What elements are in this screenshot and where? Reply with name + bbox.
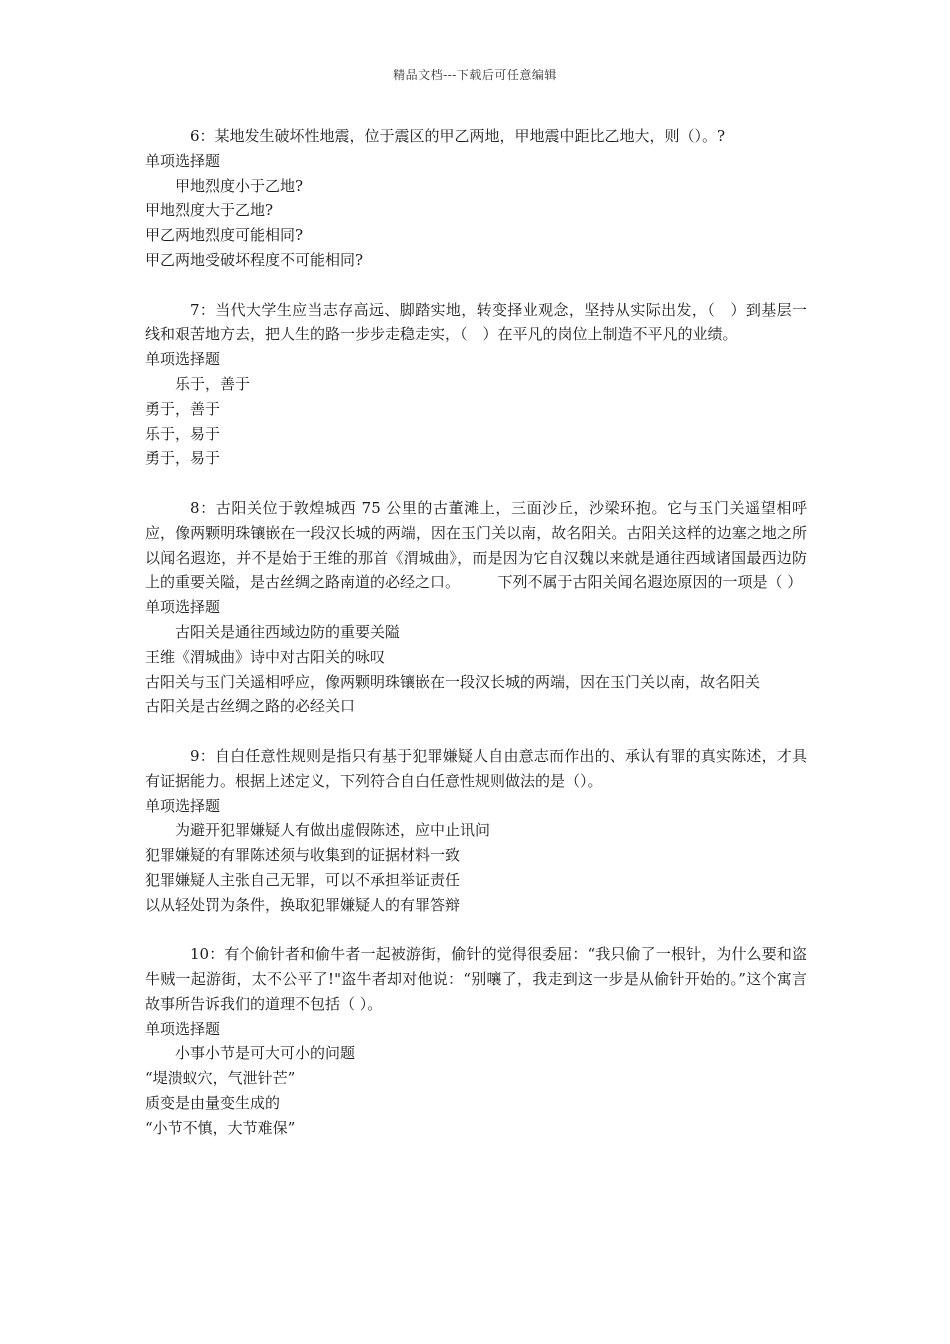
option-b: 犯罪嫌疑的有罪陈述须与收集到的证据材料一致 xyxy=(145,846,461,865)
question-stem: 10：有个偷针者和偷牛者一起被游街，偷针的觉得很委屈：“我只偷了一根针，为什么要和盗牛贼一起游街，太不公平了!"盗牛者却对他说：“别嚷了，我走到这一步是从偷针开始的。”这个寓言故事所告诉我们的道理不包括（ ）。 xyxy=(145,945,807,1013)
question-type: 单项选择题 xyxy=(145,151,221,170)
option-a: 古阳关是通往西域边防的重要关隘 xyxy=(175,622,401,641)
question-9 xyxy=(145,744,807,918)
question-stem: 7：当代大学生应当志存高远、脚踏实地，转变择业观念，坚持从实际出发，（ ）到基层一线和艰苦地方去，把人生的路一步步走稳走实，（ ）在平凡的岗位上制造不平凡的业绩。 xyxy=(145,300,807,344)
option-a: 为避开犯罪嫌疑人有做出虚假陈述，应中止讯问 xyxy=(175,821,491,840)
option-c: 古阳关与玉门关遥相呼应，像两颗明珠镶嵌在一段汉长城的两端，因在玉门关以南，故名阳关 xyxy=(145,672,761,691)
option-d: 勇于，易于 xyxy=(145,449,221,468)
question-stem: 9：自白任意性规则是指只有基于犯罪嫌疑人自由意志而作出的、承认有罪的真实陈述，才具有证据能力。根据上述定义，下列符合自白任意性规则做法的是（）。 xyxy=(145,746,807,790)
option-c: 甲乙两地烈度可能相同? xyxy=(145,226,304,245)
question-10 xyxy=(145,942,807,1140)
question-type: 单项选择题 xyxy=(145,1019,221,1038)
question-7 xyxy=(145,298,807,472)
option-b: 勇于，善于 xyxy=(145,399,221,418)
option-a: 甲地烈度小于乙地? xyxy=(175,176,304,195)
question-type: 单项选择题 xyxy=(145,350,221,369)
option-a: 乐于，善于 xyxy=(175,374,251,393)
question-stem: 6：某地发生破坏性地震，位于震区的甲乙两地，甲地震中距比乙地大，则（）。? xyxy=(190,127,726,145)
option-d: “小节不慎，大节难保” xyxy=(145,1118,296,1137)
option-d: 以从轻处罚为条件，换取犯罪嫌疑人的有罪答辩 xyxy=(145,895,461,914)
option-b: 王维《渭城曲》诗中对古阳关的咏叹 xyxy=(145,647,386,666)
question-8 xyxy=(145,496,807,719)
option-d: 古阳关是古丝绸之路的必经关口 xyxy=(145,697,356,716)
option-c: 犯罪嫌疑人主张自己无罪，可以不承担举证责任 xyxy=(145,870,461,889)
document-body xyxy=(145,124,807,1165)
option-d: 甲乙两地受破坏程度不可能相同? xyxy=(145,250,364,269)
question-6 xyxy=(145,124,807,273)
question-type: 单项选择题 xyxy=(145,598,221,617)
question-stem: 8：古阳关位于敦煌城西 75 公里的古董滩上，三面沙丘，沙梁环抱。它与玉门关遥望相呼应，像两颗明珠镶嵌在一段汉长城的两端，因在玉门关以南，故名阳关。古阳关这样的边塞之地之所以闻名遐迩，并不是始于王维的那首《渭城曲》，而是因为它自汉魏以来就是通往西域诸国最西边防上的重要关隘，是古丝绸之路南道的必经之口。 下列不属于古阳关闻名遐迩原因的一项是（ ） xyxy=(145,498,807,592)
question-type: 单项选择题 xyxy=(145,796,221,815)
option-c: 乐于，易于 xyxy=(145,424,221,443)
option-a: 小事小节是可大可小的问题 xyxy=(175,1044,356,1063)
option-c: 质变是由量变生成的 xyxy=(145,1094,281,1113)
option-b: “堤溃蚁穴，气泄针芒” xyxy=(145,1069,296,1088)
page-header: 精品文档---下载后可任意编辑 xyxy=(393,68,557,82)
option-b: 甲地烈度大于乙地? xyxy=(145,201,274,220)
